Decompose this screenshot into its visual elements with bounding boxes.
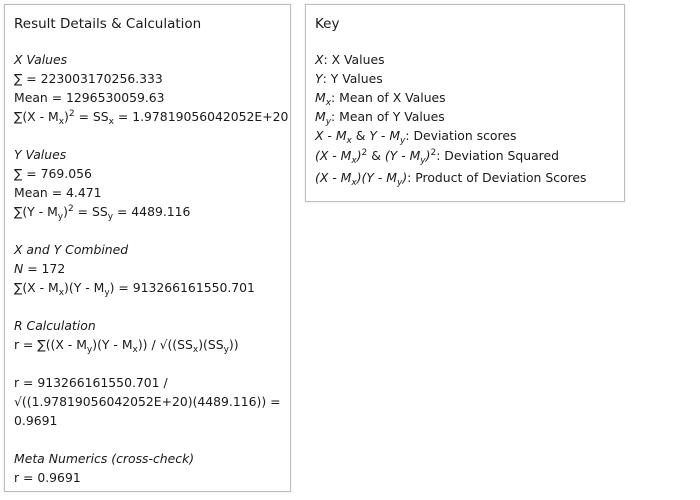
key-item-x: X: X Values	[315, 52, 385, 67]
key-title: Key	[315, 16, 340, 32]
y-mean-line: Mean = 4.471	[14, 185, 102, 200]
key-item-y: Y: Y Values	[315, 71, 383, 86]
r-calc-line-1: r = 913266161550.701 /	[14, 375, 168, 390]
result-details-title: Result Details & Calculation	[14, 16, 202, 32]
key-item-my: $M_y$: Mean of Y Values	[315, 109, 445, 127]
result-details-panel	[4, 4, 291, 492]
r-calc-line-2: √((1.97819056042052E+20)(4489.116)) =	[14, 394, 281, 409]
y-ss-value: 4489.116	[131, 204, 191, 219]
r-formula-line: $r = \sum((X - M_y)(Y - M_x)) / √((SS_x)(SS_y))$	[14, 337, 239, 355]
y-sum-value: 769.056	[40, 166, 92, 181]
y-ss-line: $\sum(Y - M_y)^2 = SS_y = 4489.116$	[14, 204, 191, 222]
y-values-heading: Y Values	[14, 147, 67, 162]
xy-combined-heading: X and Y Combined	[14, 242, 129, 257]
key-item-mx: $M_x$: Mean of X Values	[315, 90, 446, 108]
x-ss-line: $\sum(X - M_x)^2 = SS_x = 1.97819056042052E+20$	[14, 109, 289, 127]
x-sum-line: ∑ = 223003170256.333	[14, 71, 163, 86]
key-item-product: $(X - M_x)(Y - M_y)$: Product of Deviation Scores	[315, 170, 587, 188]
xy-product-line: $\sum(X - M_x)(Y - M_y) = 913266161550.701$	[14, 280, 255, 298]
r-calculation-heading: R Calculation	[14, 318, 96, 333]
x-mean-value: 1296530059.63	[66, 90, 165, 105]
meta-numerics-heading: Meta Numerics (cross-check)	[14, 451, 195, 466]
n-line: N = 172	[14, 261, 66, 276]
key-item-deviation: X - $M_x$ & Y - $M_y$: Deviation scores	[315, 128, 517, 146]
x-values-heading: X Values	[14, 52, 68, 67]
meta-r-line: r = 0.9691	[14, 470, 81, 485]
xy-product-value: 913266161550.701	[132, 280, 255, 295]
key-panel	[305, 4, 625, 202]
y-sum-line: ∑ = 769.056	[14, 166, 92, 181]
x-mean-line: Mean = 1296530059.63	[14, 90, 165, 105]
x-ss-value: 1.97819056042052E+20	[132, 109, 289, 124]
n-value: 172	[41, 261, 66, 276]
x-sum-value: 223003170256.333	[40, 71, 163, 86]
r-calc-result: 0.9691	[14, 413, 58, 428]
y-mean-value: 4.471	[66, 185, 102, 200]
key-item-squared: $(X - M_x)^2$ & $(Y - M_y)^2$: Deviation Squared	[315, 148, 559, 166]
